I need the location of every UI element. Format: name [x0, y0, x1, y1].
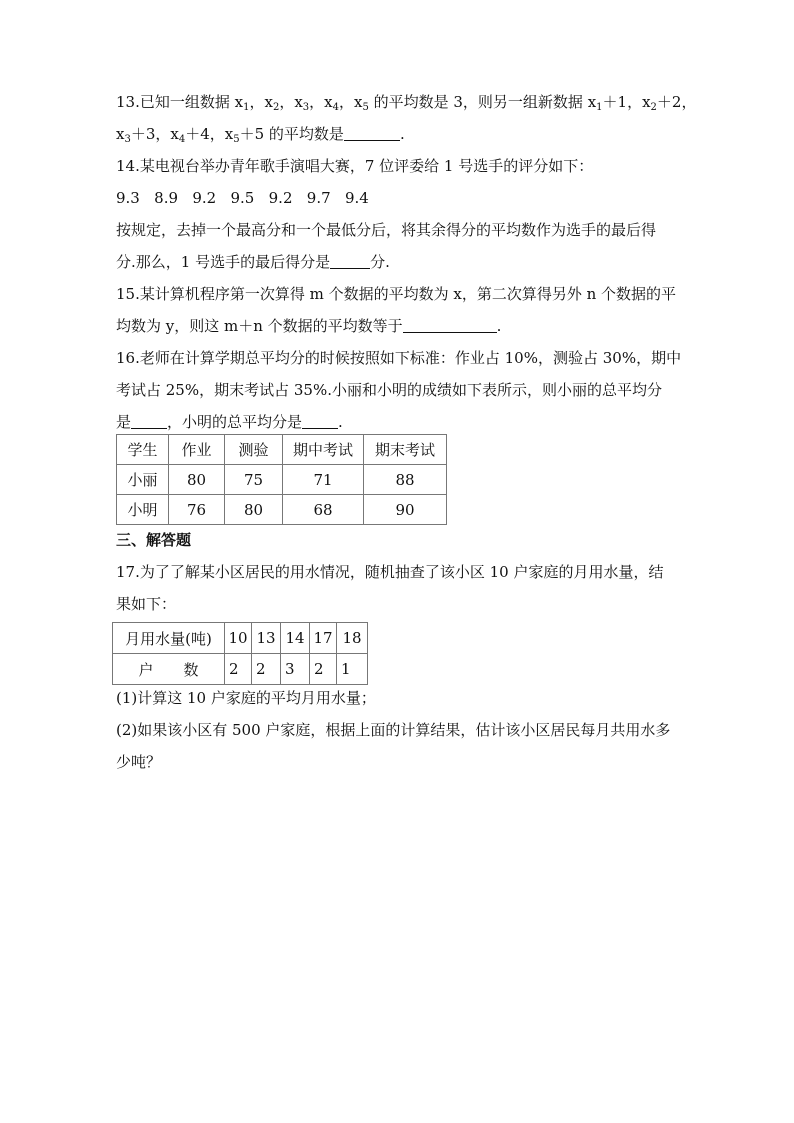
- table-header-cell: 学生: [117, 435, 169, 465]
- table-cell: 80: [169, 465, 225, 495]
- table-cell: 小明: [117, 495, 169, 525]
- table-header-cell: 作业: [169, 435, 225, 465]
- table-header-cell: 期中考试: [283, 435, 364, 465]
- q17-line-1: 17.为了了解某小区居民的用水情况，随机抽查了该小区 10 户家庭的月用水量，结: [116, 563, 664, 581]
- table-cell: 17: [310, 623, 337, 654]
- q14-line-1: 14.某电视台举办青年歌手演唱大赛，7 位评委给 1 号选手的评分如下：: [116, 157, 594, 175]
- table-row: [117, 465, 447, 495]
- q16-line-3: 是 ，小明的总平均分是 .: [116, 413, 343, 431]
- table-header-cell: 月用水量(吨): [113, 623, 225, 654]
- table-cell: 2: [225, 654, 252, 685]
- table-cell: 90: [364, 495, 447, 525]
- table-cell: 1: [337, 654, 368, 685]
- table-cell: 80: [225, 495, 283, 525]
- table-header-cell: 期末考试: [364, 435, 447, 465]
- table-cell: 88: [364, 465, 447, 495]
- q15-line-2: 均数为 y，则这 m＋n 个数据的平均数等于 .: [116, 317, 502, 335]
- table-cell: 14: [281, 623, 310, 654]
- table-cell: 3: [281, 654, 310, 685]
- q17-line-2: 果如下：: [116, 595, 177, 613]
- scores-table: [116, 434, 447, 525]
- q17-part-1: (1)计算这 10 户家庭的平均月用水量；: [116, 689, 376, 707]
- table-cell: 小丽: [117, 465, 169, 495]
- water-usage-table: [112, 622, 368, 685]
- table-cell: 2: [252, 654, 281, 685]
- answer-blank[interactable]: [131, 413, 167, 429]
- q14-scores: 9.3 8.9 9.2 9.5 9.2 9.7 9.4: [116, 189, 369, 207]
- section-heading: 三、解答题: [116, 531, 192, 549]
- answer-blank[interactable]: [330, 253, 370, 269]
- table-cell: 75: [225, 465, 283, 495]
- table-cell: 10: [225, 623, 252, 654]
- answer-blank[interactable]: [344, 125, 400, 141]
- q14-line-3: 按规定，去掉一个最高分和一个最低分后，将其余得分的平均数作为选手的最后得: [116, 221, 657, 239]
- table-cell: 68: [283, 495, 364, 525]
- q13-line-1: 13.已知一组数据 $x_1$，$x_2$，$x_3$，$x_4$，$x_5$ 的平均数是 3，则另一组新数据 $x_1+1$，$x_2+2$，: [116, 93, 697, 113]
- table-cell: 13: [252, 623, 281, 654]
- table-row: [117, 495, 447, 525]
- table-cell: 2: [310, 654, 337, 685]
- q15-line-1: 15.某计算机程序第一次算得 m 个数据的平均数为 x，第二次算得另外 n 个数据的平: [116, 285, 677, 303]
- q13-line-2: $x_3+3$，$x_4+4$，$x_5+5$ 的平均数是 .: [116, 125, 405, 145]
- table-row: [117, 435, 447, 465]
- q17-part-2-line-1: (2)如果该小区有 500 户家庭，根据上面的计算结果，估计该小区居民每月共用水多: [116, 721, 671, 739]
- table-cell: 76: [169, 495, 225, 525]
- table-row: [113, 654, 368, 685]
- table-cell: 71: [283, 465, 364, 495]
- q14-line-4: 分.那么，1 号选手的最后得分是 分.: [116, 253, 390, 271]
- q16-line-1: 16.老师在计算学期总平均分的时候按照如下标准：作业占 10%，测验占 30%，期中: [116, 349, 682, 367]
- q17-part-2-line-2: 少吨？: [116, 753, 162, 771]
- table-header-cell: 测验: [225, 435, 283, 465]
- answer-blank[interactable]: [403, 317, 497, 333]
- answer-blank[interactable]: [302, 413, 338, 429]
- q16-line-2: 考试占 25%，期末考试占 35%.小丽和小明的成绩如下表所示，则小丽的总平均分: [116, 381, 662, 399]
- table-cell: 18: [337, 623, 368, 654]
- table-row: [113, 623, 368, 654]
- table-header-cell: 户 数: [113, 654, 225, 685]
